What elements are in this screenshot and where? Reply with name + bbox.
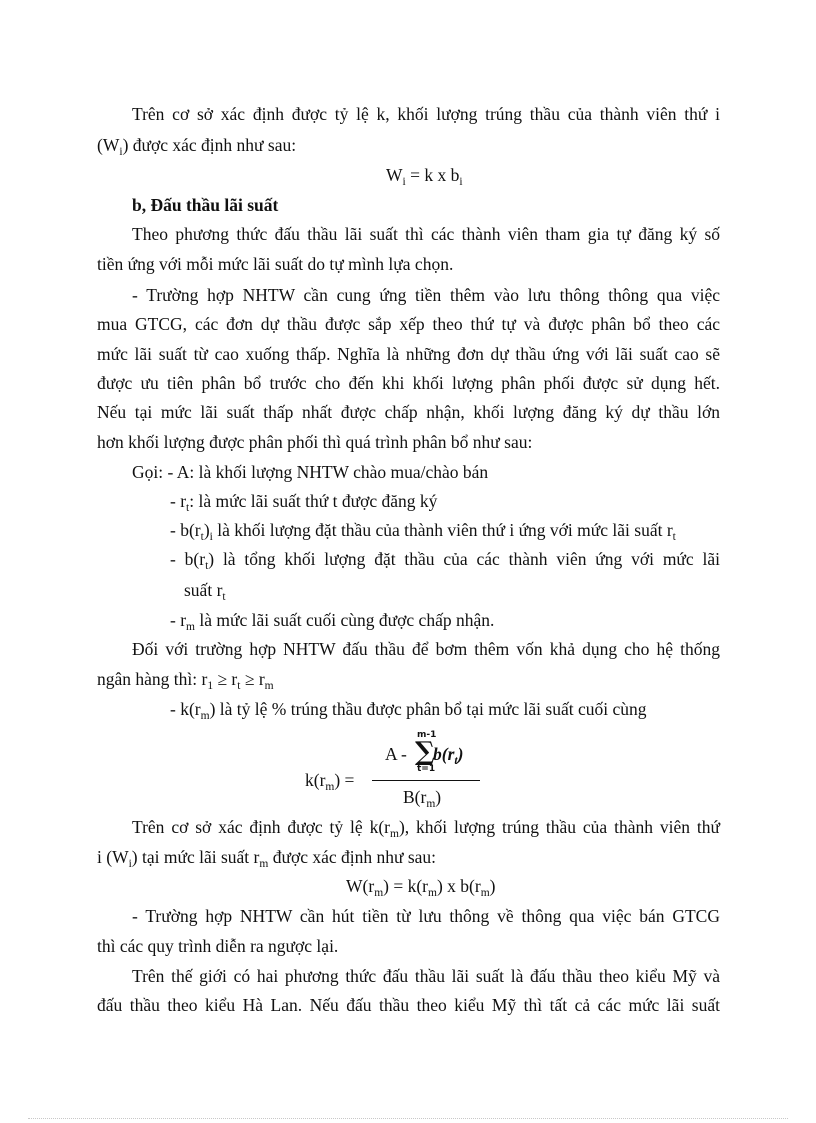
equation-wi: $W_i = k$ x $b_i$ — [386, 165, 463, 188]
definition-brt: - $b(r_t)$ là tổng khối lượng đặt thầu của các thành viên ứng với mức lãi — [170, 549, 721, 572]
definition-brt-cont: suất $r_t$ — [184, 580, 226, 603]
section-heading: b, Đấu thầu lãi suất — [132, 195, 279, 215]
paragraph-line: Trên thế giới có hai phương thức đấu thầu lãi suất là đấu thầu theo kiểu Mỹ và — [132, 966, 720, 986]
paragraph-line: mức lãi suất từ cao xuống thấp. Nghĩa là những đơn dự thầu ứng với lãi suất cao sẽ — [97, 344, 720, 364]
sigma-icon: ∑ — [415, 737, 435, 767]
footer-divider — [28, 1118, 788, 1119]
paragraph-line: - Trường hợp NHTW cần hút tiền từ lưu thông về thông qua việc bán GTCG — [132, 906, 720, 926]
paragraph-line: Trên cơ sở xác định được tỷ lệ k, khối lượng trúng thầu của thành viên thứ i — [132, 104, 720, 124]
paragraph-line: mua GTCG, các đơn dự thầu được sắp xếp theo thứ tự và được phân bổ theo các — [97, 314, 720, 334]
formula-denominator: $B(r_m)$ — [403, 787, 442, 810]
equation-wrm: $W(r_m) = k(r_m)$ x $b(r_m)$ — [346, 876, 496, 899]
definition-krm: - $k(r_m)$ là tỷ lệ % trúng thầu được phân bổ tại mức lãi suất cuối cùng — [170, 699, 647, 722]
paragraph-line: Đối với trường hợp NHTW đấu thầu để bơm thêm vốn khả dụng cho hệ thống — [132, 639, 720, 659]
formula-numerator-a: A - — [385, 744, 407, 764]
definition-rt: - $r_t$: là mức lãi suất thứ t được đăng ký — [170, 491, 438, 514]
paragraph-line: Theo phương thức đấu thầu lãi suất thì các thành viên tham gia tự đăng ký số — [132, 224, 720, 244]
paragraph-line: $(W_i)$ được xác định như sau: — [97, 135, 297, 158]
paragraph-line: Trên cơ sở xác định được tỷ lệ $k(r_m)$, khối lượng trúng thầu của thành viên thứ — [132, 817, 720, 840]
paragraph-line: thì các quy trình diễn ra ngược lại. — [97, 936, 339, 956]
paragraph-line: i $(W_i)$ tại mức lãi suất $r_m$ được xác định như sau: — [97, 847, 437, 870]
definition-a: Gọi: - A: là khối lượng NHTW chào mua/chào bán — [132, 462, 489, 482]
inequality-line: ngân hàng thì: $r_1 \ge r_t \ge r_m$ — [97, 669, 274, 692]
formula-lhs: $k(r_m)$ = — [305, 770, 355, 793]
paragraph-line: Nếu tại mức lãi suất thấp nhất được chấp nhận, khối lượng đăng ký dự thầu lớn — [97, 402, 720, 422]
paragraph-line: hơn khối lượng được phân phối thì quá trình phân bổ như sau: — [97, 432, 533, 452]
fraction-bar — [372, 780, 480, 781]
fraction-formula — [300, 728, 500, 810]
sigma-lower-limit: t=1 — [417, 764, 436, 774]
paragraph-line: tiền ứng với mỗi mức lãi suất do tự mình lựa chọn. — [97, 254, 454, 274]
paragraph-line: - Trường hợp NHTW cần cung ứng tiền thêm vào lưu thông thông qua việc — [132, 285, 720, 305]
definition-brt-i: - $b(r_t)_i$ là khối lượng đặt thầu của thành viên thứ i ứng với mức lãi suất $r_t$ — [170, 520, 676, 543]
sum-term: $b(r_t)$ — [433, 744, 464, 767]
paragraph-line: được ưu tiên phân bổ trước cho đến khi khối lượng phân phối được sử dụng hết. — [97, 373, 720, 393]
paragraph-line: đấu thầu theo kiểu Hà Lan. Nếu đấu thầu theo kiểu Mỹ thì tất cả các mức lãi suất — [97, 995, 720, 1015]
sigma-upper-limit: m-1 — [417, 730, 437, 740]
definition-rm: - $r_m$ là mức lãi suất cuối cùng được chấp nhận. — [170, 610, 495, 633]
